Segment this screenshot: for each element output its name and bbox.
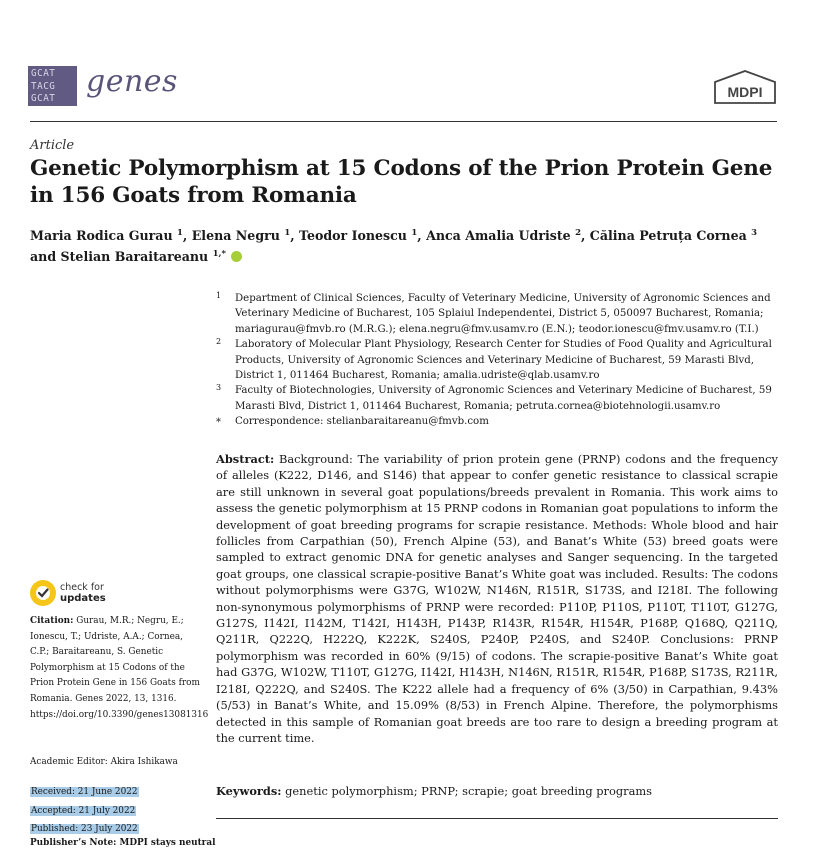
author-name[interactable]: Elena Negru (191, 228, 280, 244)
abstract-label: Abstract: (216, 452, 275, 466)
publication-dates (30, 783, 139, 839)
author-name[interactable]: Călina Petruța Cornea (589, 228, 747, 244)
article-type: Article (30, 138, 75, 153)
author-affil-marker: 1 (411, 228, 418, 238)
affiliation-item (216, 291, 786, 337)
keywords-label: Keywords: (216, 784, 282, 798)
citation-label: Citation: (30, 616, 74, 626)
journal-name[interactable]: genes (86, 64, 178, 99)
affiliation-number: 3 (216, 383, 222, 393)
affiliation-item (216, 383, 786, 414)
author-list: Maria Rodica Gurau $^1$, Elena Negru $^1$, Teodor Ionescu $^1$, Anca Amalia Udriste $^2$, Călina Petruța Cornea $^3$ and Stelian Baraitareanu $^{1,*}$ (30, 228, 758, 265)
affiliation-number: 2 (216, 337, 222, 347)
keywords-text: genetic polymorphism; PRNP; scrapie; goat breeding programs (285, 784, 653, 798)
mdpi-logo[interactable] (713, 70, 777, 104)
affiliation-number: 1 (216, 291, 222, 300)
author-affil-marker: 1,* (212, 249, 226, 260)
author-name[interactable]: Maria Rodica Gurau (30, 228, 173, 244)
check-updates-line1: check for (60, 582, 104, 593)
logo-line-2: TACG (31, 80, 56, 92)
header-divider (30, 121, 777, 122)
article-title: Genetic Polymorphism at 15 Codons of the Prion Protein Gene in 156 Goats from Romania (30, 156, 773, 208)
academic-editor: Academic Editor: Akira Ishikawa (30, 757, 178, 767)
logo-line-1: GCAT (31, 68, 56, 79)
journal-logo[interactable] (28, 66, 77, 106)
check-for-updates-button[interactable] (30, 580, 130, 608)
affiliation-item (216, 337, 786, 383)
accepted-date: Accepted: 21 July 2022 (31, 805, 136, 816)
svg-text:MDPI: MDPI (727, 84, 763, 100)
checkmark-icon (30, 580, 56, 606)
author-affil-marker: 3 (751, 228, 758, 238)
keywords (216, 783, 778, 799)
section-divider (216, 818, 778, 819)
affiliation-text: Department of Clinical Sciences, Faculty of Veterinary Medicine, University of Agronomic Sciences and Veterinary Medicine of Bucharest, 105 Splaiul Independentei, District 5, 050097 Bucharest, Romania; mariagurau@fmvb.ro (M.R.G.); elena.negru@fmv.usamv.ro (E.N.); teodor.ionescu@fmv.usamv.ro (T.I.) (235, 293, 771, 335)
affiliation-text: Laboratory of Molecular Plant Physiology, Research Center for Studies of Food Quality and Agricultural Products, University of Agronomic Sciences and Veterinary Medicine of Bucharest, 59 Marasti Blvd, District 1, 011464 Bucharest, Romania; amalia.udriste@qlab.usamv.ro (235, 339, 772, 382)
affiliation-text: Faculty of Biotechnologies, University of Agronomic Sciences and Veterinary Medicine of Bucharest, 59 Marasti Blvd, District 1, 011464 Bucharest, Romania; petruta.cornea@biotehnologii.usamv.ro (235, 385, 772, 412)
author-name[interactable]: Teodor Ionescu (299, 228, 407, 244)
author-affil-marker: 1 (177, 228, 183, 238)
abstract (216, 451, 778, 746)
author-name[interactable]: Stelian Baraitareanu (60, 249, 209, 265)
citation-block (30, 614, 209, 723)
published-date: Published: 23 July 2022 (31, 824, 138, 835)
publisher-note: Publisher’s Note: MDPI stays neutral (30, 838, 216, 848)
received-date: Received: 21 June 2022 (31, 787, 138, 797)
author-affil-marker: 1 (284, 228, 291, 238)
check-updates-label (60, 582, 106, 604)
correspondence-text: Correspondence: stelianbaraitareanu@fmvb.com (235, 416, 489, 428)
orcid-icon[interactable] (231, 251, 242, 262)
author-conjunction: and (30, 249, 57, 265)
abstract-text: Background: The variability of prion protein gene (PRNP) codons and the frequency of alleles (K222, D146, and S146) that appear to confer genetic resistance to classical scrapie are still unknown in several goat populations/breeds prevalent in Romania. This work aims to assess the genetic polymorphism at 15 PRNP codons in Romanian goat populations to inform the development of goat breeding programs for scrapie resistance. Methods: Whole blood and hair follicles from Carpathian (50), French Alpine (53), and Banat’s White (53) breed goats were sampled to extract genomic DNA for genetic analyses and Sanger sequencing. In the targeted goat groups, one classical scrapie-positive Banat’s White goat was included. Results: The codons without polymorphisms were G37G, W102W, N146N, R151R, S173S, and I218I. The following non-synonymous polymorphisms of PRNP were recorded: P110P, P110S, P110T, T110T, G127G, G127S, I142I, I142M, T142I, H143H, P143P, R143R, R154R, H154R, P168P, Q168Q, Q211Q, Q211R, Q222Q, H222Q, K222K, S240S, P240P, P240S, and S240P. Conclusions: PRNP polymorphism was recorded in 60% (9/15) of codons. The scrapie-positive Banat’s White goat had G37G, W102W, T110T, G127G, I142I, H143H, N146N, R151R, R154R, P168P, S173S, R211R, I218I, Q222Q, and S240S. The K222 allele had a frequency of 6% (3/50) in Carpathian, 9.43% (5/53) in Banat’s White, and 15.09% (8/53) in French Alpine. Therefore, the polymorphisms detected in this sample of Romanian goat breeds are too rare to design a breeding program at the current time. (216, 452, 779, 745)
correspondence-item (216, 414, 786, 429)
author-affil-marker: 2 (575, 228, 582, 238)
author-name[interactable]: Anca Amalia Udriste (426, 228, 571, 244)
affiliations (216, 291, 786, 430)
check-updates-line2: updates (60, 593, 106, 604)
logo-line-3: GCAT (31, 93, 56, 104)
correspondence-marker: * (216, 417, 221, 429)
citation-text[interactable]: Gurau, M.R.; Negru, E.; Ionescu, T.; Udriste, A.A.; Cornea, C.P.; Baraitareanu, S. Genetic Polymorphism at 15 Codons of the Prion Protein Gene in 156 Goats from Romania. Genes 2022, 13, 1316. https://doi.org/10.3390/genes13081316 (30, 616, 209, 720)
